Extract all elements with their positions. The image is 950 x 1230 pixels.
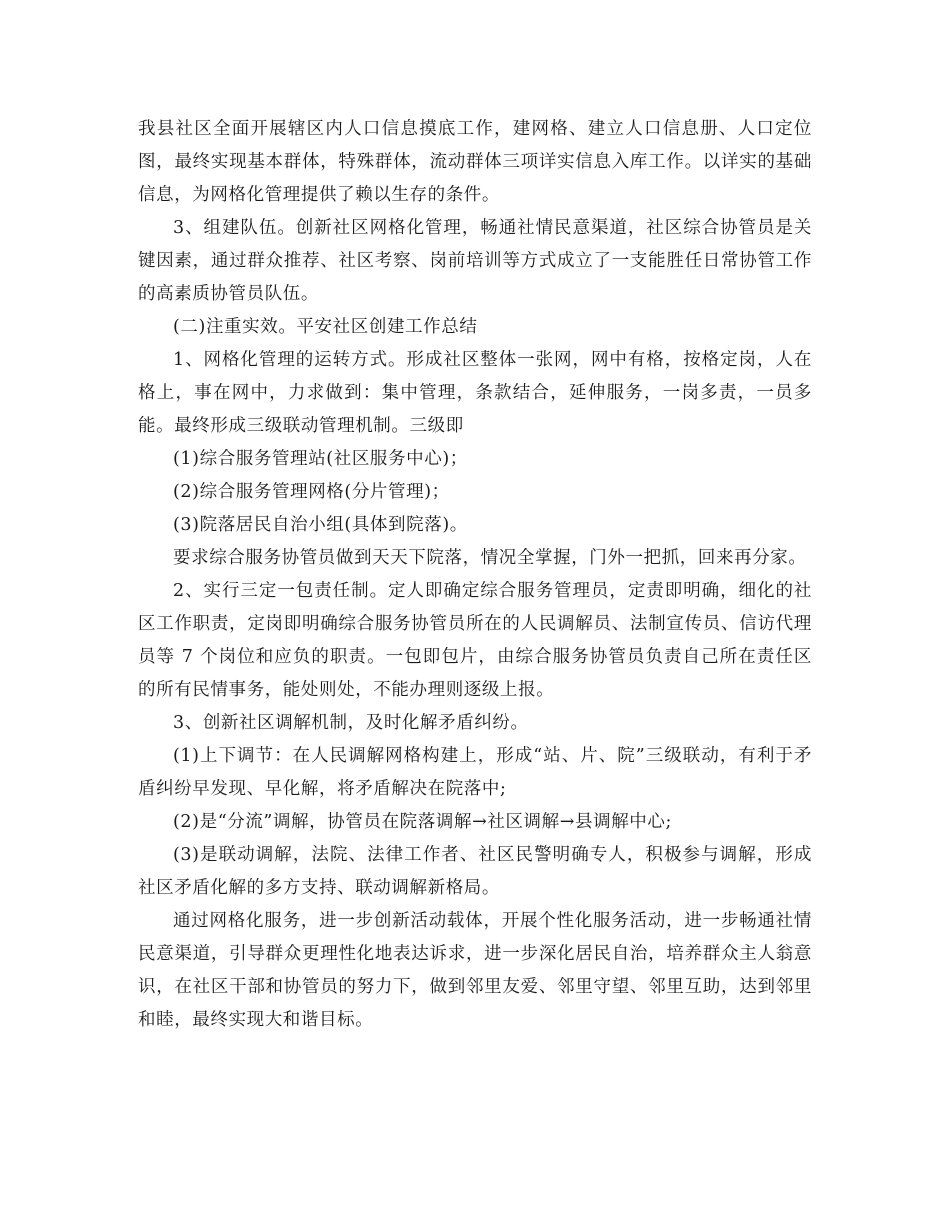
paragraph-responsibility-system: 2、实行三定一包责任制。定人即确定综合服务管理员，定责即明确，细化的社区工作职责，定岗即明确综合服务协管员所在的人民调解员、法制宣传员、信访代理员等 7 个岗位和应负的职责。一包即包片，由综合服务协管员负责自己所在责任区的所有民情事务，能处则处，不能办理则逐级上报。 <box>138 581 812 700</box>
list-item-mediation-2: (2)是“分流”调解，协管员在院落调解→社区调解→县调解中心; <box>173 812 673 832</box>
list-item-level-1: (1)综合服务管理站(社区服务中心)； <box>173 449 468 469</box>
paragraph-requirements: 要求综合服务协管员做到天天下院落，情况全掌握，门外一把抓，回来再分家。 <box>173 548 807 568</box>
section-heading-results: (二)注重实效。平安社区创建工作总结 <box>173 317 478 337</box>
document-body <box>138 113 812 1037</box>
paragraph-population-info: 我县社区全面开展辖区内人口信息摸底工作，建网格、建立人口信息册、人口定位图，最终实现基本群体，特殊群体，流动群体三项详实信息入库工作。以详实的基础信息，为网格化管理提供了赖以生存的条件。 <box>138 119 812 205</box>
list-item-level-3: (3)院落居民自治小组(具体到院落)。 <box>173 515 468 535</box>
paragraph-build-team: 3、组建队伍。创新社区网格化管理，畅通社情民意渠道，社区综合协管员是关键因素，通过群众推荐、社区考察、岗前培训等方式成立了一支能胜任日常协管工作的高素质协管员队伍。 <box>138 218 812 304</box>
list-item-mediation-1: (1)上下调节：在人民调解网格构建上，形成“站、片、院”三级联动，有利于矛盾纠纷早发现、早化解，将矛盾解决在院落中; <box>138 746 812 799</box>
paragraph-conclusion: 通过网格化服务，进一步创新活动载体，开展个性化服务活动，进一步畅通社情民意渠道，引导群众更理性化地表达诉求，进一步深化居民自治，培养群众主人翁意识，在社区干部和协管员的努力下，做到邻里友爱、邻里守望、邻里互助，达到邻里和睦，最终实现大和谐目标。 <box>138 911 812 1030</box>
list-item-level-2: (2)综合服务管理网格(分片管理)； <box>173 482 450 502</box>
list-item-mediation-3: (3)是联动调解，法院、法律工作者、社区民警明确专人，积极参与调解，形成社区矛盾化解的多方支持、联动调解新格局。 <box>138 845 812 898</box>
paragraph-mediation-mechanism: 3、创新社区调解机制，及时化解矛盾纠纷。 <box>173 713 529 733</box>
paragraph-grid-operation: 1、网格化管理的运转方式。形成社区整体一张网，网中有格，按格定岗，人在格上，事在网中，力求做到：集中管理，条款结合，延伸服务，一岗多责，一员多能。最终形成三级联动管理机制。三级即 <box>138 350 812 436</box>
